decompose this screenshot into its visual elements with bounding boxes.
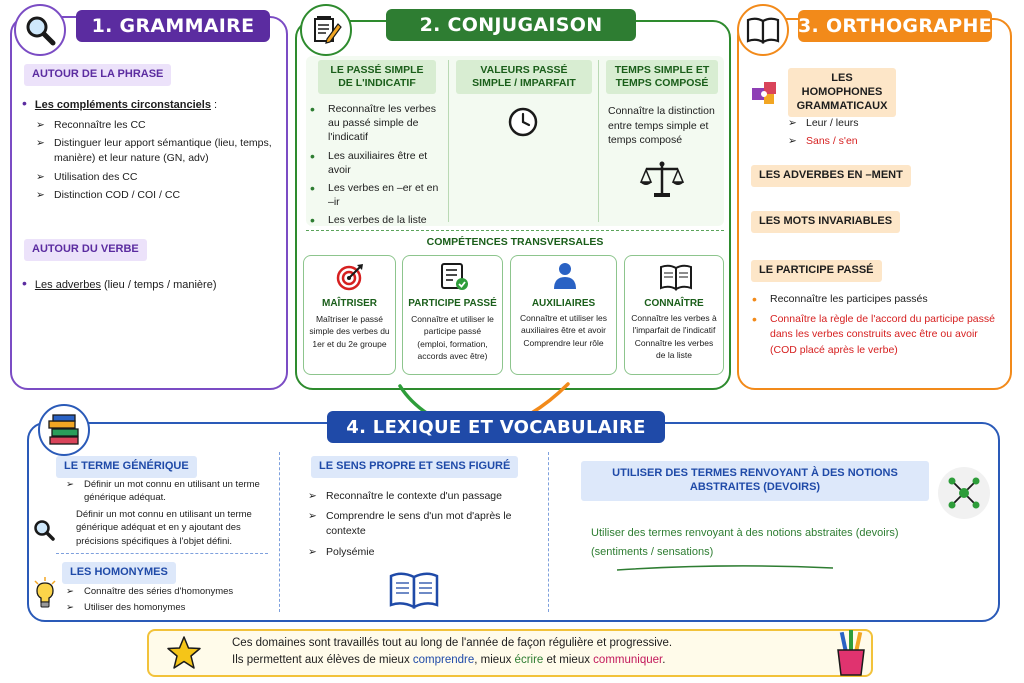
card-text: Maîtriser le passé simple des verbes du 1er et du 2e groupe	[309, 314, 390, 349]
books-stack-icon	[46, 413, 82, 447]
homonymes-tag: LES HOMONYMES	[62, 562, 176, 584]
grammaire-icon-circle	[14, 4, 66, 56]
adverbes-heading: Les adverbes	[34, 279, 101, 291]
mots-invariables-tag: LES MOTS INVARIABLES	[751, 211, 900, 233]
list-item: • Reconnaître les verbes au passé simple de l'indicatif	[310, 102, 444, 145]
green-underline	[615, 562, 835, 574]
star-icon	[166, 635, 202, 671]
puzzle-icon	[750, 78, 780, 108]
network-icon	[946, 475, 982, 511]
conjugaison-icon-circle	[300, 4, 352, 56]
word-communiquer: communiquer	[593, 654, 663, 666]
autour-verbe-tag: AUTOUR DU VERBE	[24, 239, 147, 261]
card-maitriser	[303, 255, 396, 375]
card-title: MAÎTRISER	[322, 298, 377, 309]
list-item: ➢ Connaître des séries d'homonymes	[66, 585, 271, 599]
cc-heading-text: Les compléments circonstanciels	[34, 99, 211, 111]
notepad-pencil-icon	[309, 13, 343, 47]
homophones-list	[788, 116, 948, 152]
conjugaison-title: 2. CONJUGAISON	[386, 9, 636, 41]
lexique-col-divider-1	[279, 452, 280, 612]
target-icon	[335, 262, 365, 292]
abstraits-tag: UTILISER DES TERMES RENVOYANT À DES NOTIONS ABSTRAITES (DEVOIRS)	[581, 461, 929, 501]
terme-generique-tag: LE TERME GÉNÉRIQUE	[56, 456, 197, 478]
list-item: • Reconnaître les participes passés	[752, 292, 1002, 307]
card-title: AUXILIAIRES	[531, 298, 596, 309]
word-comprendre: comprendre	[412, 654, 475, 666]
footer-text-a: Ils permettent aux élèves de mieux	[232, 654, 413, 666]
participe-passe-tag: LE PARTICIPE PASSÉ	[751, 260, 882, 282]
list-item: ➢ Leur / leurs	[788, 116, 948, 131]
homophones-tag: LES HOMOPHONES GRAMMATICAUX	[788, 68, 896, 117]
sens-propre-tag: LE SENS PROPRE ET SENS FIGURÉ	[311, 456, 518, 478]
col-divider-1	[448, 60, 449, 222]
balance-scale-icon	[638, 160, 686, 200]
card-title: CONNAÎTRE	[644, 298, 704, 309]
card-connaitre	[624, 255, 724, 375]
card-text: Connaître et utiliser le participe passé (emploi, formation, accords avec être)	[411, 314, 494, 361]
autour-phrase-tag: AUTOUR DE LA PHRASE	[24, 64, 171, 86]
footer-text-b: , mieux	[474, 654, 515, 666]
cc-heading	[22, 96, 272, 111]
footer-line-2	[232, 654, 832, 666]
list-item: ➢ Définir un mot connu en utilisant un terme générique adéquat.	[66, 478, 266, 505]
network-icon-circle	[938, 467, 990, 519]
participe-list	[752, 292, 1002, 361]
list-item: ➢ Utiliser des homonymes	[66, 601, 271, 615]
homonymes-list	[66, 585, 271, 618]
checklist-icon	[438, 262, 470, 292]
orthographe-title: 3. ORTHOGRAPHE	[798, 10, 992, 42]
temps-simple-text: Connaître la distinction entre temps simple et temps composé	[608, 105, 715, 147]
word-ecrire: écrire	[514, 654, 544, 666]
list-item: ➢ Polysémie	[308, 545, 538, 560]
abstraits-text: Utiliser des termes renvoyant à des notions abstraites (devoirs) (sentiments / sensations)	[591, 527, 899, 559]
list-item: • Les auxiliaires être et avoir	[310, 149, 444, 177]
list-item: • Connaître la règle de l'accord du participe passé dans les verbes construits avec être ou avoir (COD placé après le verbe)	[752, 312, 1002, 358]
list-item: ➢ Reconnaître le contexte d'un passage	[308, 489, 538, 504]
orthographe-icon-circle	[737, 4, 789, 56]
card-text: Connaître et utiliser les auxiliaires être et avoir Comprendre leur rôle	[520, 313, 607, 348]
list-item: ➢ Sans / s'en	[788, 134, 948, 149]
list-item: ➢ Distinguer leur apport sémantique (lieu, temps, manière) et leur nature (GN, adv)	[36, 136, 281, 166]
list-item: • Les verbes en –er et en –ir	[310, 181, 444, 209]
card-auxiliaires	[510, 255, 617, 375]
passe-simple-list	[310, 102, 444, 230]
card-text: Connaître les verbes à l'imparfait de l'indicatif Connaître les verbes de la liste	[631, 313, 717, 360]
card-title: PARTICIPE PASSÉ	[408, 298, 497, 309]
grammaire-title: 1. GRAMMAIRE	[76, 10, 270, 42]
generique-list	[66, 478, 266, 508]
list-item: • Les verbes de la liste	[310, 213, 444, 227]
cc-heading-colon: :	[210, 99, 218, 111]
list-item: ➢ Utilisation des CC	[36, 170, 281, 185]
lightbulb-icon	[33, 577, 57, 609]
adverbes-rest: (lieu / temps / manière)	[100, 279, 217, 291]
list-item: ➢ Comprendre le sens d'un mot d'après le contexte	[308, 509, 538, 539]
transversal-title: COMPÉTENCES TRANSVERSALES	[426, 236, 604, 248]
footer-line-1: Ces domaines sont travaillés tout au long de l'année de façon régulière et progressive.	[232, 637, 673, 649]
passe-simple-tag: LE PASSÉ SIMPLE DE L'INDICATIF	[318, 60, 436, 94]
open-book-blue-icon	[388, 570, 440, 610]
small-magnifier-icon	[32, 518, 56, 542]
temps-simple-tag: TEMPS SIMPLE ET TEMPS COMPOSÉ	[606, 60, 718, 94]
dashed-divider	[306, 230, 724, 231]
valeurs-tag: VALEURS PASSÉ SIMPLE / IMPARFAIT	[456, 60, 592, 94]
lexique-title: 4. LEXIQUE ET VOCABULAIRE	[327, 411, 665, 443]
col-divider-2	[598, 60, 599, 222]
person-icon	[551, 261, 579, 291]
generique-text: Définir un mot connu en utilisant un terme générique adéquat et en y ajoutant des précisions spécifiques à l'objet défini.	[76, 509, 252, 547]
lexique-inner-divider	[56, 553, 268, 554]
adverbes-ment-tag: LES ADVERBES EN –MENT	[751, 165, 911, 187]
sens-list	[308, 489, 538, 563]
open-book-icon	[659, 263, 693, 291]
adverbes-line	[22, 276, 277, 291]
footer-text-c: et mieux	[543, 654, 594, 666]
footer-text-d: .	[662, 654, 666, 666]
lexique-col-divider-2	[548, 452, 549, 612]
magnifier-icon	[23, 13, 57, 47]
cc-list	[36, 118, 281, 206]
lexique-icon-circle	[38, 404, 90, 456]
pencil-cup-icon	[833, 628, 869, 678]
book-icon	[746, 15, 780, 45]
list-item: ➢ Distinction COD / COI / CC	[36, 188, 281, 203]
clock-icon	[507, 106, 539, 138]
list-item: ➢ Reconnaître les CC	[36, 118, 281, 133]
card-participe-passe	[402, 255, 503, 375]
